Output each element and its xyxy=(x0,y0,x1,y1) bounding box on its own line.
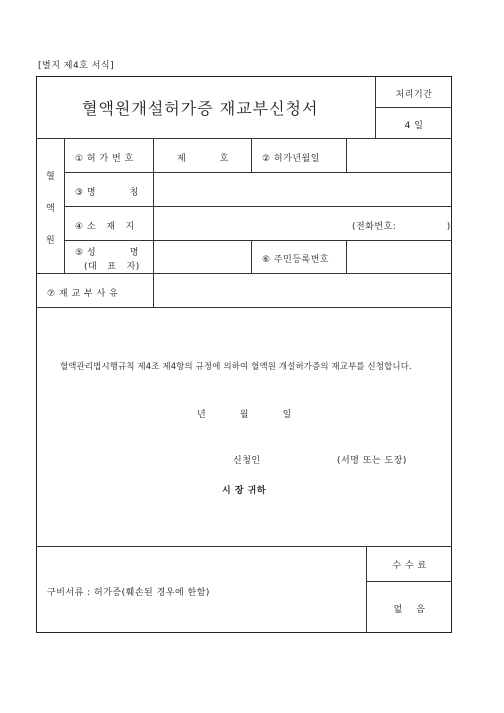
representative-name-label: ⑤ 성 명 xyxy=(75,248,139,258)
applicant-label: 신청인 xyxy=(233,456,261,466)
fee-value: 없 음 xyxy=(393,605,426,615)
signature-label: (서명 또는 도장) xyxy=(337,456,407,466)
divider xyxy=(251,138,252,172)
reissue-reason-label: ⑦ 재 교 부 사 유 xyxy=(47,289,119,299)
representative-name-field[interactable] xyxy=(154,241,250,273)
addressee: 시 장 귀하 xyxy=(222,486,267,496)
address-field[interactable] xyxy=(154,207,344,240)
representative-sub-label: (대 표 자) xyxy=(84,262,140,272)
processing-period-value: 4 일 xyxy=(404,121,424,131)
name-label: ③ 명 칭 xyxy=(75,188,139,198)
resident-number-field[interactable] xyxy=(347,241,451,273)
side-label-char: 액 xyxy=(46,204,56,214)
required-documents: 구비서류 : 허가증(훼손된 경우에 한함) xyxy=(47,588,210,598)
divider xyxy=(36,307,452,308)
resident-number-label: ⑥ 주민등록번호 xyxy=(262,255,330,265)
name-field[interactable] xyxy=(154,173,451,206)
phone-number-label: (전화번호: ) xyxy=(352,222,451,232)
side-label-char: 혈 xyxy=(46,172,56,182)
divider xyxy=(366,581,452,582)
fee-label: 수 수 료 xyxy=(392,561,427,571)
license-number-label: ① 허 가 번 호 xyxy=(75,154,134,164)
license-number-field[interactable]: 제 호 xyxy=(177,154,229,164)
processing-period-label: 처리기간 xyxy=(395,90,433,100)
address-label: ④ 소 재 지 xyxy=(75,222,135,232)
reissue-reason-field[interactable] xyxy=(154,274,451,307)
license-date-field[interactable] xyxy=(347,139,451,172)
form-number-tag: [별지 제4호 서식] xyxy=(38,61,115,71)
license-date-label: ② 허가년월일 xyxy=(262,154,320,164)
divider xyxy=(375,107,452,108)
date-line: 년 월 일 xyxy=(197,410,292,420)
side-label-char: 원 xyxy=(46,236,56,246)
application-statement: 혈액관리법시행규칙 제4조 제4항의 규정에 의하여 혈액원 개설허가증의 재교부를 신청합니다. xyxy=(60,361,412,371)
divider xyxy=(36,546,452,547)
form-title: 혈액원개설허가증 재교부신청서 xyxy=(82,99,319,118)
divider xyxy=(251,240,252,273)
